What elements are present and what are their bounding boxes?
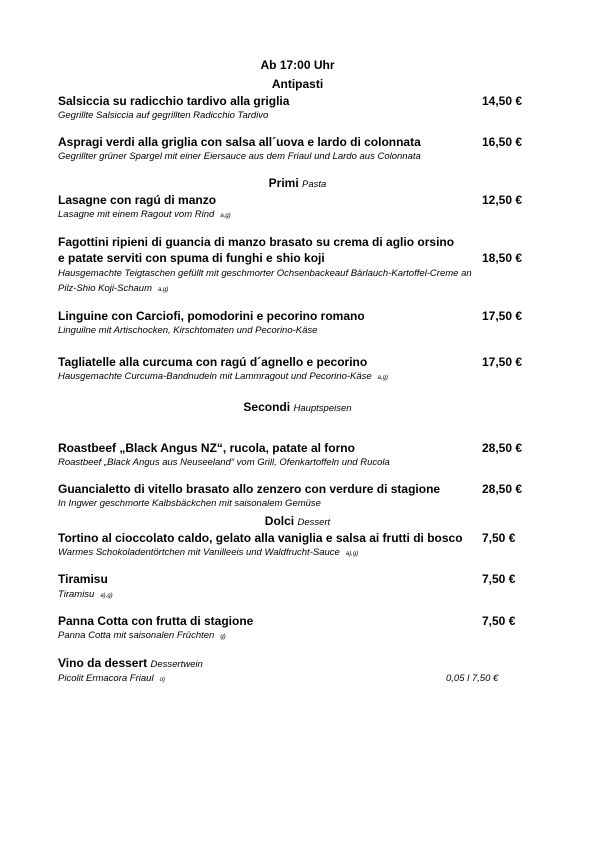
- allergen-codes: a,g): [157, 287, 169, 293]
- section-title-primi: [0, 176, 595, 192]
- dish-description-text: Lasagne mit einem Ragout vom Rind: [58, 209, 215, 220]
- dish-name: Roastbeef „Black Angus NZ“, rucola, patate al forno: [58, 441, 355, 455]
- dish-description: Linguilne mit Artischocken, Kirschtomaten und Pecorino-Käse: [58, 325, 318, 336]
- dish-description: Gegrillter grüner Spargel mit einer Eiersauce aus dem Friaul und Lardo aus Colonnata: [58, 151, 421, 162]
- dish-description: Gegrillte Salsiccia auf gegrillten Radicchio Tardivo: [58, 110, 269, 121]
- wine-name: [58, 673, 165, 686]
- dish-price: 28,50 €: [482, 441, 523, 455]
- dish-price: 17,50 €: [482, 355, 523, 369]
- allergen-codes: a),g): [100, 593, 113, 599]
- allergen-codes: a,g): [377, 375, 389, 381]
- dish-name: Guancialetto di vitello brasato allo zenzero con verdure di stagione: [58, 482, 441, 496]
- dish-name: Linguine con Carciofi, pomodorini e pecorino romano: [58, 309, 365, 323]
- dish-description-text: Panna Cotta mit saisonalen Früchten: [58, 630, 215, 641]
- dish-price: 14,50 €: [482, 94, 523, 108]
- dish-description-text: Tiramisu: [58, 589, 95, 600]
- dish-name: Aspragi verdi alla griglia con salsa all´uova e lardo di colonnata: [58, 135, 421, 149]
- dish-name: Panna Cotta con frutta di stagione: [58, 614, 254, 628]
- dish-price: 18,50 €: [482, 251, 523, 265]
- dish-description-line2: [58, 283, 168, 296]
- dish-name: Tagliatelle alla curcuma con ragú d´agnello e pecorino: [58, 355, 368, 369]
- section-subtitle: Hauptspeisen: [293, 403, 352, 414]
- opening-time: Ab 17:00 Uhr: [260, 58, 335, 72]
- dish-description-text: Pilz-Shio Koji-Schaum: [58, 283, 152, 294]
- dish-price: 17,50 €: [482, 309, 523, 323]
- allergen-codes: a,g): [220, 213, 231, 219]
- dish-description: [58, 209, 231, 222]
- dish-price: 16,50 €: [482, 135, 523, 149]
- dish-description-line1: Hausgemachte Teigtaschen gefüllt mit geschmorter Ochsenbackeauf Bärlauch-Kartoffel-Creme an: [58, 268, 472, 279]
- dish-price: 7,50 €: [482, 614, 516, 628]
- dish-name: Lasagne con ragú di manzo: [58, 193, 217, 207]
- dish-description: Roastbeef „Black Angus aus Neuseeland“ vom Grill, Ofenkartoffeln und Rucola: [58, 457, 390, 468]
- section-title: Primi: [268, 176, 299, 190]
- dish-description: [58, 630, 226, 643]
- dish-name-line1: Fagottini ripieni di guancia di manzo brasato su crema di aglio orsino: [58, 235, 455, 249]
- dish-name: Salsiccia su radicchio tardivo alla griglia: [58, 94, 290, 108]
- dish-name: Tortino al cioccolato caldo, gelato alla vaniglia e salsa ai frutti di bosco: [58, 531, 463, 545]
- section-title-vino: [58, 656, 203, 672]
- allergen-codes: a),g): [345, 551, 359, 557]
- dish-price: 7,50 €: [482, 572, 516, 586]
- section-title: Secondi: [243, 400, 291, 414]
- dish-price: 12,50 €: [482, 193, 523, 207]
- section-title: Dolci: [264, 514, 295, 528]
- section-title: Vino da dessert: [58, 656, 148, 670]
- dish-description: In Ingwer geschmorte Kalbsbäckchen mit saisonalem Gemüse: [58, 498, 321, 509]
- section-subtitle: Pasta: [302, 179, 327, 190]
- allergen-codes: o): [159, 677, 165, 683]
- dish-description: [58, 589, 113, 602]
- section-subtitle: Dessertwein: [150, 659, 203, 670]
- dish-description: [58, 371, 388, 384]
- dish-description-text: Hausgemachte Curcuma-Bandnudeln mit Lammragout und Pecorino-Käse: [58, 371, 372, 382]
- section-title-dolci: [0, 514, 595, 530]
- dish-price: 7,50 €: [482, 531, 516, 545]
- section-title-antipasti: Antipasti: [271, 77, 324, 91]
- section-title-secondi: [0, 400, 595, 416]
- wine-price: 0,05 l 7,50 €: [446, 673, 499, 684]
- section-subtitle: Dessert: [297, 517, 331, 528]
- allergen-codes: g): [220, 634, 226, 640]
- dish-name-line2: e patate serviti con spuma di funghi e shio koji: [58, 251, 325, 265]
- dish-price: 28,50 €: [482, 482, 523, 496]
- dish-description: [58, 547, 358, 560]
- dish-name: Tiramisu: [58, 572, 108, 586]
- dish-description-text: Warmes Schokoladentörtchen mit Vanilleeis und Waldfrucht-Sauce: [58, 547, 340, 558]
- wine-name-text: Picolit Ermacora Friaul: [58, 673, 154, 684]
